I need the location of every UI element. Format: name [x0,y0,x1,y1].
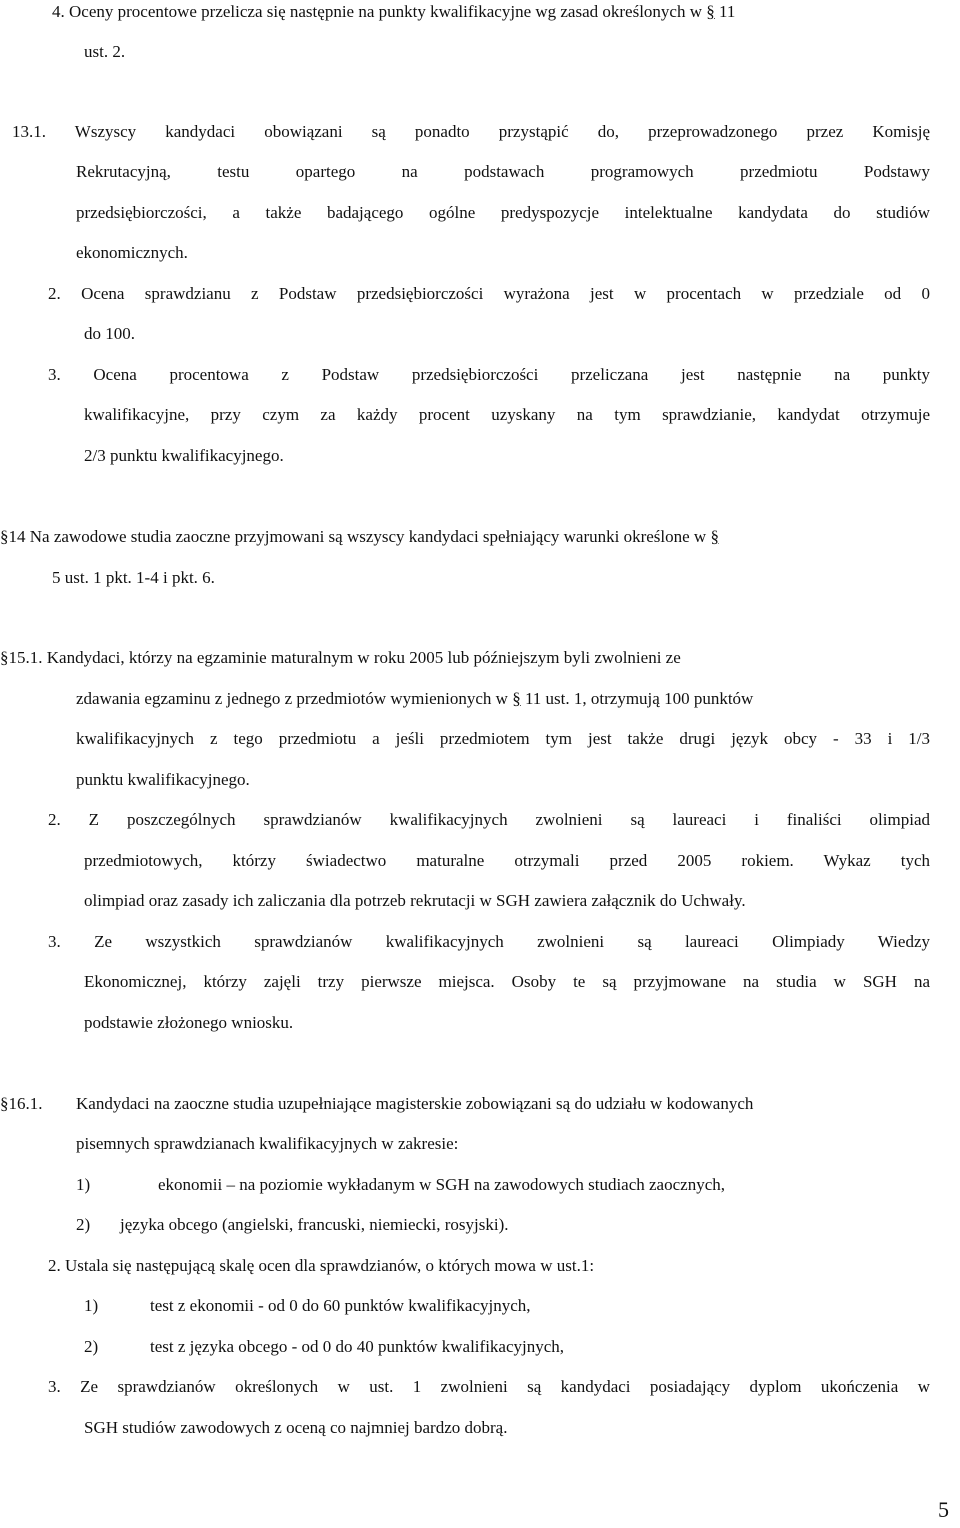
paragraph-13-1-line-2: Rekrutacyjną, testu opartego na podstawach programowych przedmiotu Podstawy [76,162,930,181]
paragraph-15-3-line-2: Ekonomicznej, którzy zajęli trzy pierwsze miejsca. Osoby te są przyjmowane na studia w SGH na [84,972,930,991]
paragraph-13-3-line-3: 2/3 punktu kwalifikacyjnego. [84,446,284,465]
paragraph-13-1-line-4: ekonomicznych. [76,243,188,262]
paragraph-16-3-line-2: SGH studiów zawodowych z oceną co najmniej bardzo dobrą. [84,1418,508,1437]
list-item-4-number: 2) [84,1337,99,1356]
section-sign: § [0,1094,9,1113]
paragraph-13-1-line-1: 13.1. Wszyscy kandydaci obowiązani są ponadto przystąpić do, przeprowadzonego przez Komisję [12,122,930,141]
paragraph-16-2-line-1: 2. Ustala się następującą skalę ocen dla sprawdzianów, o których mowa w ust.1: [48,1256,595,1275]
list-item-4-text: test z języka obcego - od 0 do 40 punktów kwalifikacyjnych, [150,1337,565,1356]
paragraph-16-3-line-1: 3. Ze sprawdzianów określonych w ust. 1 zwolnieni są kandydaci posiadający dyplom ukończenia w [48,1377,930,1396]
text: 11 ust. 1, otrzymują 100 punktów [524,689,754,708]
paragraph-14-line-2: 5 ust. 1 pkt. 1-4 i pkt. 6. [52,568,215,587]
section-sign: § [710,527,719,546]
text: 4. Oceny procentowe przelicza się następnie na punkty kwalifikacyjne wg zasad określonych w [52,2,703,21]
paragraph-15-3-line-1: 3. Ze wszystkich sprawdzianów kwalifikacyjnych zwolnieni są laureaci Olimpiady Wiedzy [48,932,930,951]
list-item-2-text: języka obcego (angielski, francuski, niemiecki, rosyjski). [120,1215,509,1234]
text: 11 [719,2,736,21]
paragraph-15-2-line-2: przedmiotowych, którzy świadectwo maturalne otrzymali przed 2005 rokiem. Wykaz tych [84,851,930,870]
text: 15.1. Kandydaci, którzy na egzaminie maturalnym w roku 2005 lub późniejszym byli zwolnieni ze [8,648,681,667]
paragraph-13-2-line-2: do 100. [84,324,135,343]
text: zdawania egzaminu z jednego z przedmiotów wymienionych w [76,689,508,708]
list-item-2-number: 2) [76,1215,91,1234]
list-item-1-text: ekonomii – na poziomie wykładanym w SGH na zawodowych studiach zaocznych, [158,1175,725,1194]
page-number: 5 [938,1497,949,1522]
paragraph-14-line-1 [0,525,930,549]
section-sign: § [512,689,521,708]
list-item-3-text: test z ekonomii - od 0 do 60 punktów kwalifikacyjnych, [150,1296,531,1315]
paragraph-13-2-line-1: 2. Ocena sprawdzianu z Podstaw przedsiębiorczości wyrażona jest w procentach w przedziale od 0 [48,284,930,303]
section-sign: § [706,2,715,21]
section-sign: § [0,648,9,667]
paragraph-13-3-line-1: 3. Ocena procentowa z Podstaw przedsiębiorczości przeliczana jest następnie na punkty [48,365,930,384]
paragraph-15-3-line-3: podstawie złożonego wniosku. [84,1013,294,1032]
list-item-3-number: 1) [84,1296,99,1315]
paragraph-15-2-line-1: 2. Z poszczególnych sprawdzianów kwalifikacyjnych zwolnieni są laureaci i finaliści olimpiad [48,810,930,829]
text: 14 Na zawodowe studia zaoczne przyjmowani są wszyscy kandydaci spełniający warunki określone w [8,527,707,546]
paragraph-16-1-line-1: Kandydaci na zaoczne studia uzupełniające magisterskie zobowiązani są do udziału w kodowanych [76,1094,754,1113]
section-sign: § [0,527,9,546]
paragraph-16-1-number [0,1092,43,1116]
paragraph-15-1-line-4: punktu kwalifikacyjnego. [76,770,250,789]
paragraph-15-1-line-2 [76,687,930,711]
list-item-1-number: 1) [76,1175,91,1194]
paragraph-15-2-line-3: olimpiad oraz zasady ich zaliczania dla potrzeb rekrutacji w SGH zawiera załącznik do Uchwały. [84,891,746,910]
paragraph-15-1-line-3: kwalifikacyjnych z tego przedmiotu a jeśli przedmiotem tym jest także drugi język obcy - 33 i 1/3 [76,729,930,748]
text: 16.1. [8,1094,43,1113]
paragraph-13-1-line-3: przedsiębiorczości, a także badającego ogólne predyspozycje intelektualne kandydata do studiów [76,203,930,222]
paragraph-4-line-2: ust. 2. [84,42,126,61]
paragraph-15-1-line-1 [0,646,930,670]
paragraph-13-3-line-2: kwalifikacyjne, przy czym za każdy procent uzyskany na tym sprawdzianie, kandydat otrzymuje [84,405,930,424]
paragraph-16-1-line-2: pisemnych sprawdzianach kwalifikacyjnych w zakresie: [76,1134,459,1153]
paragraph-4-line-1 [52,0,932,24]
